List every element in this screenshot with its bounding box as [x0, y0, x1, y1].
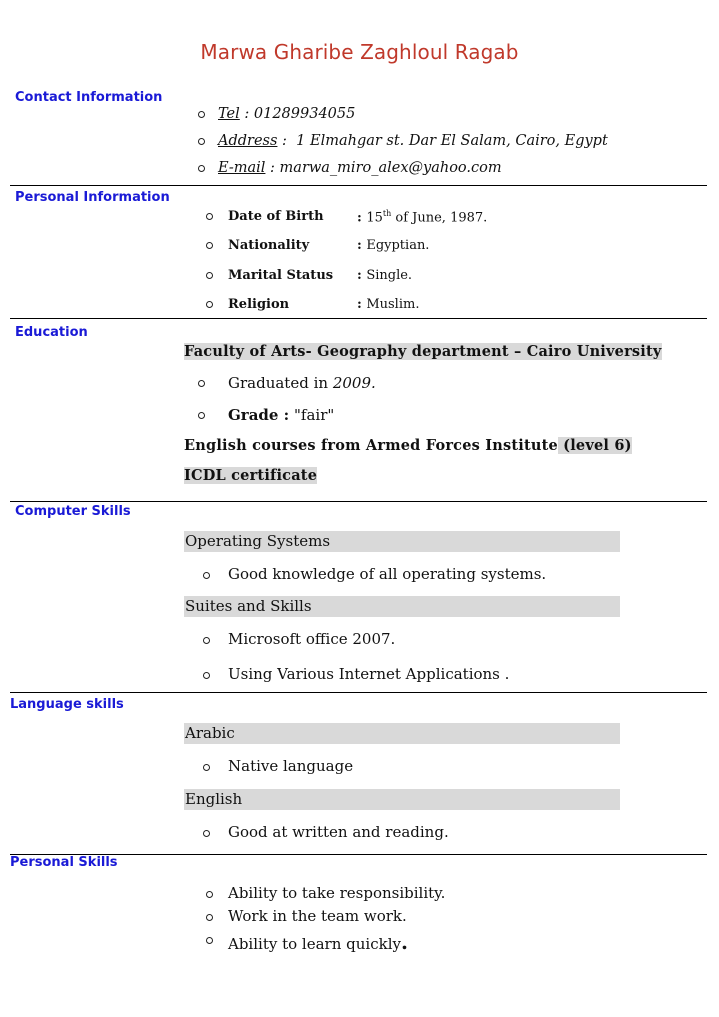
nationality-label: Nationality	[228, 238, 310, 253]
dob-label: Date of Birth	[228, 209, 324, 224]
bullet-icon	[203, 572, 210, 579]
address-label: Address	[218, 133, 278, 149]
marital-status-value: : Single.	[357, 268, 413, 283]
bullet-icon	[203, 830, 210, 837]
contact-tel: Tel : 01289934055	[218, 106, 356, 122]
email-label: E-mail	[218, 160, 266, 176]
english-level-text: (level 6)	[557, 437, 632, 454]
personal-skill-1: Ability to take responsibility.	[228, 884, 446, 902]
bullet-icon	[206, 213, 213, 220]
arabic-heading: Arabic	[184, 723, 620, 744]
section-language-skills: Language skills	[10, 697, 124, 712]
personal-skill-3-text: Ability to learn quickly	[228, 935, 401, 953]
divider	[10, 692, 707, 693]
personal-skill-3	[228, 930, 408, 954]
suites-item-1: Microsoft office 2007.	[228, 630, 396, 648]
divider	[10, 185, 707, 186]
bullet-icon	[206, 937, 213, 944]
operating-systems-heading: Operating Systems	[184, 531, 620, 552]
education-faculty	[184, 343, 662, 360]
marital-status-text: Single.	[366, 268, 413, 283]
grade-line	[228, 406, 334, 424]
bullet-icon	[206, 301, 213, 308]
bullet-icon	[203, 637, 210, 644]
bullet-icon	[206, 891, 213, 898]
tel-value: 01289934055	[253, 106, 356, 122]
english-course-text: English courses from Armed Forces Institute	[184, 437, 558, 454]
graduated-line	[228, 374, 376, 392]
suites-item-2: Using Various Internet Applications .	[228, 665, 510, 683]
bullet-icon	[203, 764, 210, 771]
education-english	[184, 437, 632, 454]
os-item: Good knowledge of all operating systems.	[228, 565, 547, 583]
grade-value: "fair"	[289, 406, 335, 424]
nationality-text: Egyptian.	[366, 238, 430, 253]
dob-value: : 15th of June, 1987.	[357, 209, 488, 226]
bullet-icon	[206, 242, 213, 249]
bullet-icon	[198, 165, 205, 172]
tel-label: Tel	[218, 106, 240, 122]
religion-text: Muslim.	[366, 297, 420, 312]
education-icdl	[184, 467, 317, 484]
arabic-item: Native language	[228, 757, 354, 775]
bullet-icon	[203, 672, 210, 679]
dob-day: 15	[366, 210, 383, 226]
bullet-icon	[198, 380, 205, 387]
bullet-icon	[198, 111, 205, 118]
divider	[10, 501, 707, 502]
personal-skill-2: Work in the team work.	[228, 907, 407, 925]
graduated-year: 2009.	[332, 374, 376, 392]
section-contact-information: Contact Information	[15, 90, 163, 105]
final-period: .	[400, 930, 408, 954]
icdl-text: ICDL certificate	[184, 467, 318, 484]
religion-label: Religion	[228, 297, 290, 312]
section-personal-skills: Personal Skills	[10, 855, 118, 870]
english-item: Good at written and reading.	[228, 823, 449, 841]
bullet-icon	[206, 914, 213, 921]
dob-suffix: th	[382, 209, 392, 218]
section-personal-information: Personal Information	[15, 190, 170, 205]
religion-value: : Muslim.	[357, 297, 420, 312]
faculty-text: Faculty of Arts- Geography department – Cairo University	[184, 343, 662, 360]
bullet-icon	[198, 138, 205, 145]
dob-rest: of June, 1987.	[391, 210, 488, 226]
section-education: Education	[15, 325, 88, 340]
nationality-value: : Egyptian.	[357, 238, 430, 253]
suites-heading: Suites and Skills	[184, 596, 620, 617]
resume-name: Marwa Gharibe Zaghloul Ragab	[200, 40, 519, 64]
section-computer-skills: Computer Skills	[15, 504, 131, 519]
graduated-prefix: Graduated in	[228, 374, 333, 392]
bullet-icon	[206, 272, 213, 279]
english-heading: English	[184, 789, 620, 810]
divider	[10, 318, 707, 319]
email-value: marwa_miro_alex@yahoo.com	[279, 160, 502, 176]
address-value: 1 Elmahgar st. Dar El Salam, Cairo, Egypt	[296, 133, 608, 149]
marital-status-label: Marital Status	[228, 268, 334, 283]
grade-label: Grade :	[228, 406, 290, 424]
bullet-icon	[198, 412, 205, 419]
contact-email: E-mail : marwa_miro_alex@yahoo.com	[218, 160, 502, 176]
contact-address: Address : 1 Elmahgar st. Dar El Salam, Cairo, Egypt	[218, 133, 608, 149]
